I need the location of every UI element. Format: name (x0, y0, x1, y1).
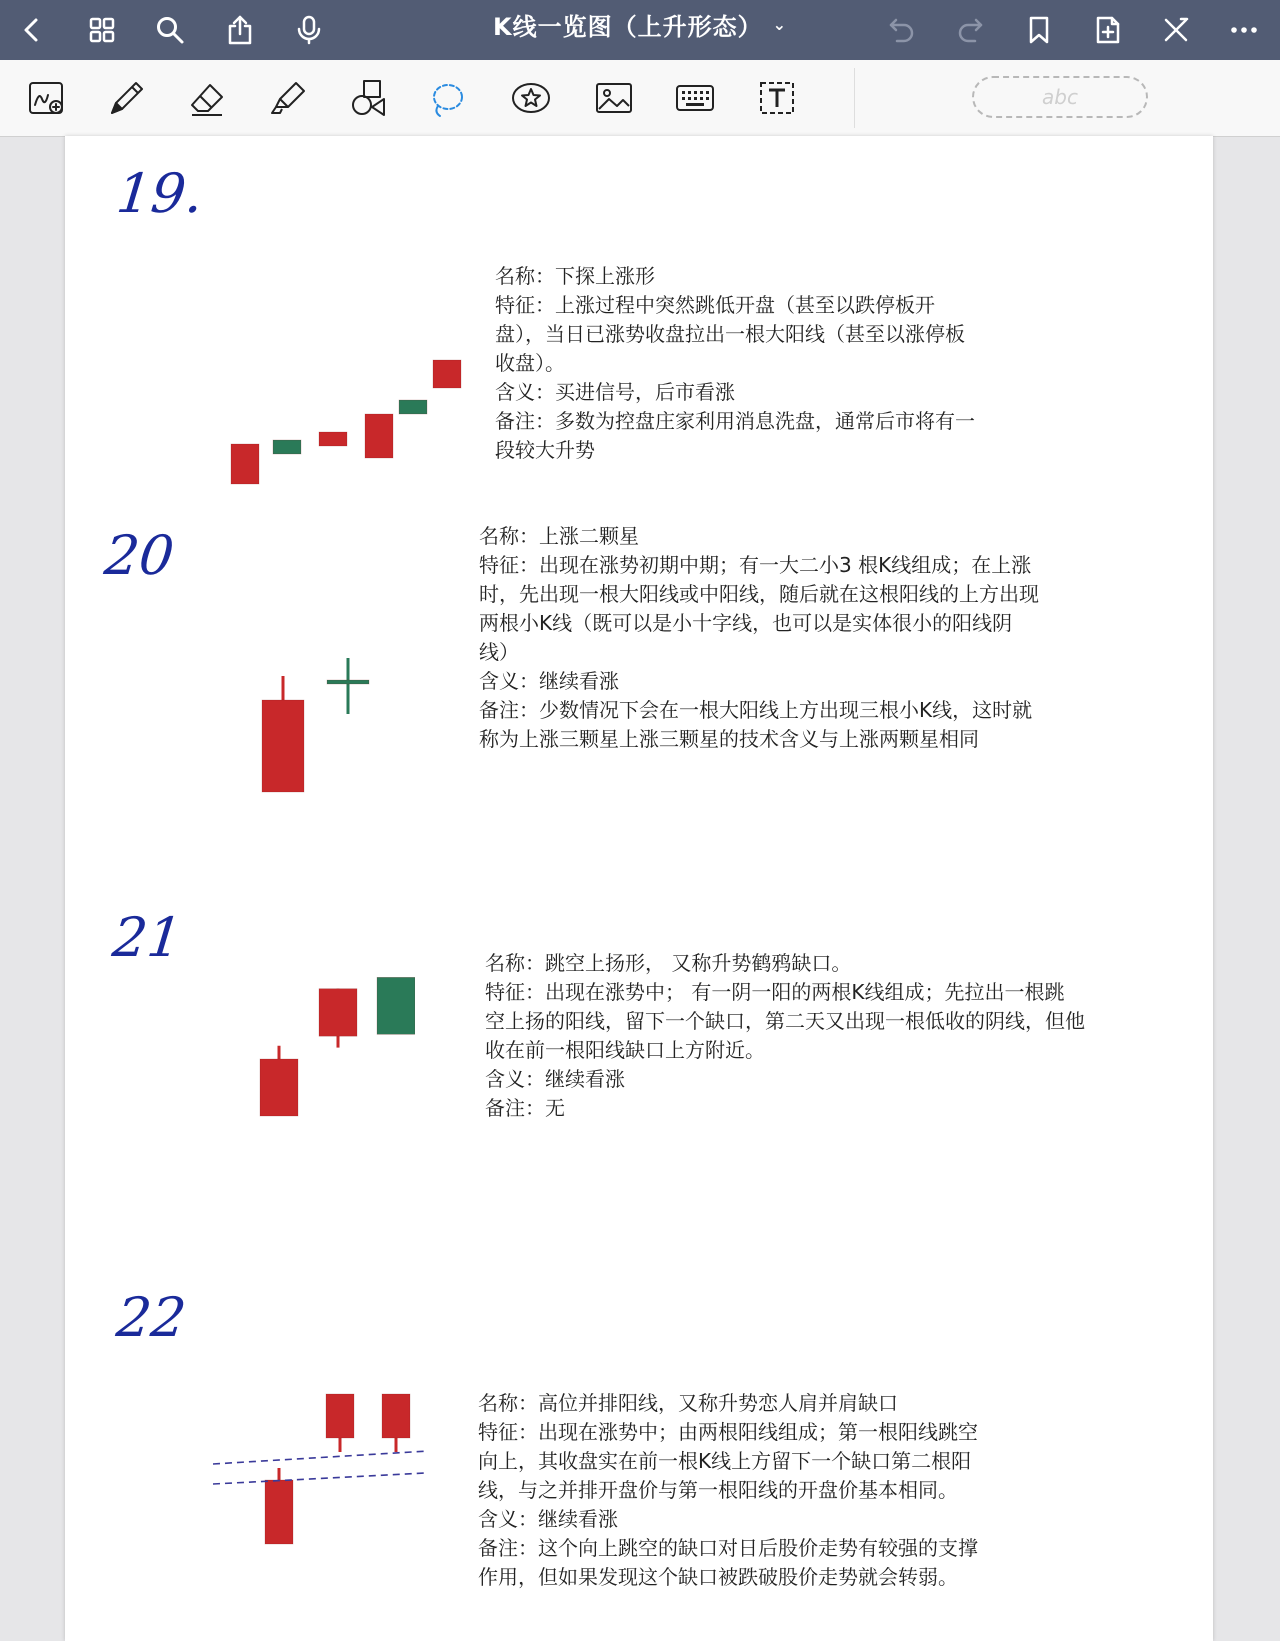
text-line: 备注：无 (485, 1096, 565, 1120)
toolbar-divider (854, 68, 855, 128)
candle-4 (365, 414, 393, 458)
text-line: 收盘）。 (495, 351, 565, 375)
shapes-icon[interactable] (344, 74, 394, 122)
candle-1 (262, 676, 304, 792)
text-line: 特征：出现在涨势中； 有一阴一阳的两根K线组成；先拉出一根跳 (485, 980, 1065, 1004)
candle-body (377, 977, 415, 1034)
candle-1 (260, 1046, 298, 1116)
text-line: 两根小K线（既可以是小十字线，也可以是实体很小的阳线阴 (479, 611, 1013, 635)
text-line: 特征：出现在涨势初期中期；有一大二小3 根K线组成；在上涨 (479, 553, 1032, 577)
pen-icon[interactable] (100, 74, 150, 122)
text-line: 名称：高位并排阳线，又称升势恋人肩并肩缺口 (478, 1391, 898, 1415)
candle-3 (382, 1394, 410, 1452)
text-line: 空上扬的阳线，留下一个缺口，第二天又出现一根低收的阴线，但他 (485, 1009, 1085, 1033)
add-page-icon[interactable] (1086, 8, 1130, 52)
candle-5 (399, 400, 427, 414)
candle-body (262, 700, 304, 792)
section-number-19: 19. (113, 162, 207, 225)
mic-icon[interactable] (287, 8, 331, 52)
document-title: K线一览图（上升形态） (492, 12, 763, 41)
candle-body (326, 1394, 354, 1438)
candlestick-chart-20 (165, 586, 385, 806)
candle-body (327, 680, 369, 684)
candlestick-chart-19 (145, 236, 475, 536)
candle-body (399, 400, 427, 414)
share-icon[interactable] (218, 8, 262, 52)
text-line: 含义：继续看涨 (479, 669, 619, 693)
text-line: 名称：上涨二颗星 (479, 524, 639, 548)
text-line: 作用，但如果发现这个缺口被跌破股价走势就会转弱。 (478, 1565, 958, 1589)
candle-3 (377, 977, 415, 1034)
text-line: 名称：下探上涨形 (495, 264, 655, 288)
close-icon[interactable] (1154, 8, 1198, 52)
keyboard-icon[interactable] (670, 74, 720, 122)
description-20 (479, 522, 1039, 754)
candle-body (273, 440, 301, 454)
text-line: 含义：继续看涨 (478, 1507, 618, 1531)
highlighter-icon[interactable] (262, 74, 312, 122)
text-line: 称为上涨三颗星上涨三颗星的技术含义与上涨两颗星相同 (479, 727, 979, 751)
text-line: 备注：少数情况下会在一根大阳线上方出现三根小K线，这时就 (479, 698, 1033, 722)
document-title-dropdown[interactable] (440, 0, 840, 48)
candlestick-chart-22 (195, 1386, 425, 1566)
description-22 (478, 1389, 978, 1592)
text-line: 收在前一根阳线缺口上方附近。 (485, 1038, 765, 1062)
candle-body (365, 414, 393, 458)
text-line: 特征：上涨过程中突然跳低开盘（甚至以跌停板开 (495, 293, 935, 317)
section-number-22: 22 (113, 1286, 190, 1349)
candle-body (382, 1394, 410, 1438)
grid-icon[interactable] (80, 8, 124, 52)
text-line: 线，与之并排开盘价与第一根阳线的开盘价基本相同。 (478, 1478, 958, 1502)
text-line: 段较大升势 (495, 438, 595, 462)
candle-2 (273, 440, 301, 454)
undo-icon[interactable] (880, 8, 924, 52)
search-icon[interactable] (148, 8, 192, 52)
candle-body (433, 360, 461, 388)
text-line: 备注：这个向上跳空的缺口对日后股价走势有较强的支撑 (478, 1536, 978, 1560)
text-line: 特征：出现在涨势中；由两根阳线组成；第一根阳线跳空 (478, 1420, 978, 1444)
candle-1 (231, 444, 259, 484)
candlestick-chart-21 (195, 956, 415, 1126)
bookmark-icon[interactable] (1017, 8, 1061, 52)
candle-2 (327, 658, 369, 714)
lasso-icon[interactable] (420, 74, 470, 122)
top-nav-bar (0, 0, 1280, 60)
candle-body (231, 444, 259, 484)
chevron-down-icon: ⌄ (772, 14, 787, 34)
candle-6 (433, 360, 461, 388)
notebook-page (65, 136, 1213, 1641)
section-number-20: 20 (101, 524, 178, 587)
text-style-preset[interactable] (972, 76, 1148, 118)
candle-body (319, 989, 357, 1036)
candle-body (260, 1059, 298, 1116)
text-line: 备注：多数为控盘庄家利用消息洗盘，通常后市将有一 (495, 409, 975, 433)
more-icon[interactable] (1222, 8, 1266, 52)
description-21 (485, 949, 1085, 1123)
redo-icon[interactable] (948, 8, 992, 52)
text-style-placeholder: abc (1042, 85, 1078, 109)
candle-body (319, 432, 347, 446)
sticker-icon[interactable] (506, 74, 556, 122)
handwriting-search-icon[interactable] (22, 74, 72, 122)
drawing-toolbar (0, 60, 1280, 137)
text-line: 含义：买进信号，后市看涨 (495, 380, 735, 404)
gap-upper-line (213, 1450, 425, 1464)
candle-2 (326, 1394, 354, 1452)
description-19 (495, 262, 975, 465)
candle-body (265, 1480, 293, 1544)
candle-3 (319, 432, 347, 446)
text-line: 含义：继续看涨 (485, 1067, 625, 1091)
text-line: 向上，其收盘实在前一根K线上方留下一个缺口第二根阳 (478, 1449, 972, 1473)
text-line: 名称：跳空上扬形， 又称升势鹤鸦缺口。 (485, 951, 852, 975)
image-icon[interactable] (589, 74, 639, 122)
section-number-21: 21 (109, 906, 186, 969)
text-line: 线） (479, 640, 519, 664)
candle-2 (319, 989, 357, 1048)
text-line: 盘），当日已涨势收盘拉出一根大阳线（甚至以涨停板 (495, 322, 965, 346)
text-line: 时，先出现一根大阳线或中阳线，随后就在这根阳线的上方出现 (479, 582, 1039, 606)
gap-lower-line (213, 1472, 425, 1484)
eraser-icon[interactable] (182, 74, 232, 122)
back-icon[interactable] (10, 8, 54, 52)
text-box-icon[interactable] (752, 74, 802, 122)
